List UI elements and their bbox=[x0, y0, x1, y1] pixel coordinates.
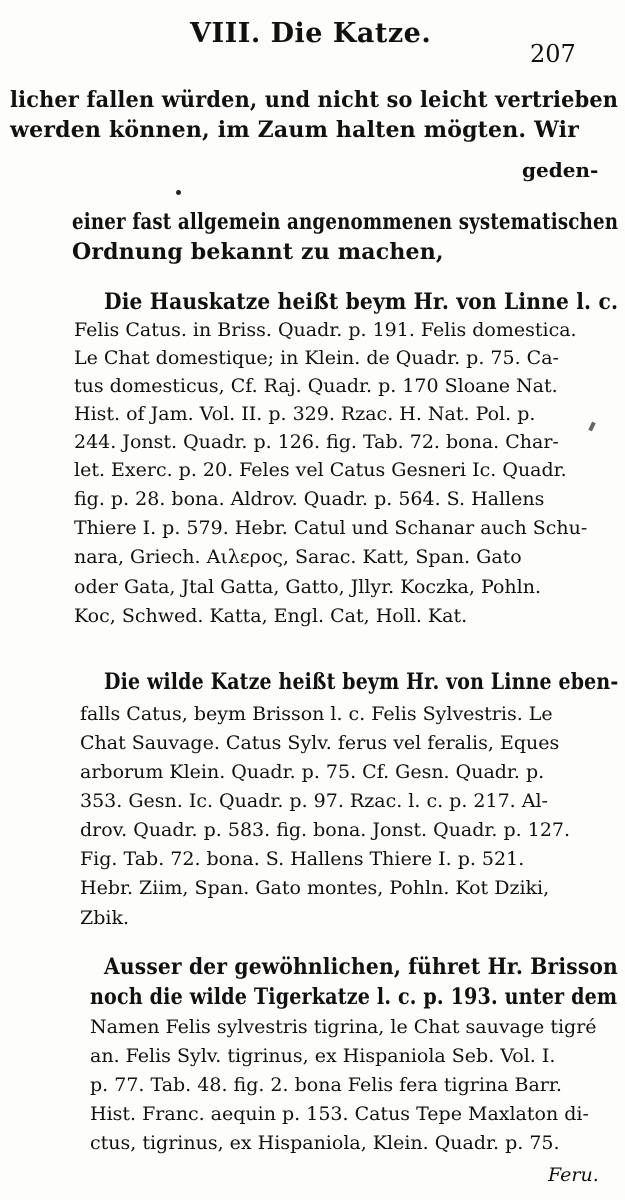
catchword: Feru. bbox=[548, 1164, 599, 1186]
text-line: Die Hauskatze heißt beym Hr. von Linne l. c. bbox=[104, 289, 619, 315]
text-line: Hist. Franc. aequin p. 153. Catus Tepe Maxlaton di- bbox=[90, 1103, 589, 1125]
text-line: ctus, tigrinus, ex Hispaniola, Klein. Quadr. p. 75. bbox=[90, 1132, 560, 1154]
running-title: VIII. Die Katze. bbox=[190, 18, 432, 49]
text-line: Zbik. bbox=[80, 907, 129, 929]
text-line: Namen Felis sylvestris tigrina, le Chat sauvage tigré bbox=[90, 1016, 597, 1038]
text-line: Thiere I. p. 579. Hebr. Catul und Schanar auch Schu- bbox=[74, 517, 588, 539]
ink-dot bbox=[176, 190, 181, 195]
text-line: Ausser der gewöhnlichen, führet Hr. Brisson bbox=[104, 954, 618, 980]
text-line: fig. p. 28. bona. Aldrov. Quadr. p. 564. S. Hallens bbox=[74, 488, 545, 510]
text-line: let. Exerc. p. 20. Feles vel Catus Gesneri Ic. Quadr. bbox=[74, 459, 567, 481]
ink-speck bbox=[588, 422, 595, 432]
text-line: oder Gata, Jtal Gatta, Gatto, Jllyr. Koczka, Pohln. bbox=[74, 576, 542, 598]
text-line: Fig. Tab. 72. bona. S. Hallens Thiere I. p. 521. bbox=[80, 848, 525, 870]
text-line: werden können, im Zaum halten mögten. Wir bbox=[10, 117, 580, 143]
text-line: 353. Gesn. Ic. Quadr. p. 97. Rzac. l. c. p. 217. Al- bbox=[80, 790, 548, 812]
catchword: geden- bbox=[522, 158, 599, 182]
text-line: Koc, Schwed. Katta, Engl. Cat, Holl. Kat. bbox=[74, 605, 468, 627]
text-line: Ordnung bekannt zu machen, bbox=[72, 239, 444, 265]
text-line: Hist. of Jam. Vol. II. p. 329. Rzac. H. Nat. Pol. p. bbox=[74, 403, 536, 425]
page-number: 207 bbox=[530, 40, 576, 68]
text-line: an. Felis Sylv. tigrinus, ex Hispaniola Seb. Vol. I. bbox=[90, 1045, 556, 1067]
text-line: Die wilde Katze heißt beym Hr. von Linne eben- bbox=[104, 669, 619, 695]
text-line: licher fallen würden, und nicht so leicht vertrieben bbox=[10, 87, 619, 113]
text-line: Felis Catus. in Briss. Quadr. p. 191. Felis domestica. bbox=[74, 319, 577, 341]
text-line: Le Chat domestique; in Klein. de Quadr. p. 75. Ca- bbox=[74, 347, 559, 369]
text-line: einer fast allgemein angenommenen systematischen bbox=[72, 209, 619, 235]
text-line: arborum Klein. Quadr. p. 75. Cf. Gesn. Quadr. p. bbox=[80, 761, 545, 783]
text-line: drov. Quadr. p. 583. fig. bona. Jonst. Quadr. p. 127. bbox=[80, 819, 571, 841]
text-line: noch die wilde Tigerkatze l. c. p. 193. unter dem bbox=[90, 984, 618, 1010]
text-line: Hebr. Ziim, Span. Gato montes, Pohln. Kot Dziki, bbox=[80, 877, 550, 899]
text-line: 244. Jonst. Quadr. p. 126. fig. Tab. 72. bona. Char- bbox=[74, 431, 559, 453]
text-line: p. 77. Tab. 48. fig. 2. bona Felis fera tigrina Barr. bbox=[90, 1074, 562, 1096]
text-line: Chat Sauvage. Catus Sylv. ferus vel feralis, Eques bbox=[80, 732, 560, 754]
text-line: nara, Griech. Αιλερος, Sarac. Katt, Span. Gato bbox=[74, 546, 522, 568]
text-line: falls Catus, beym Brisson l. c. Felis Sylvestris. Le bbox=[80, 703, 553, 725]
text-line: tus domesticus, Cf. Raj. Quadr. p. 170 Sloane Nat. bbox=[74, 375, 558, 397]
